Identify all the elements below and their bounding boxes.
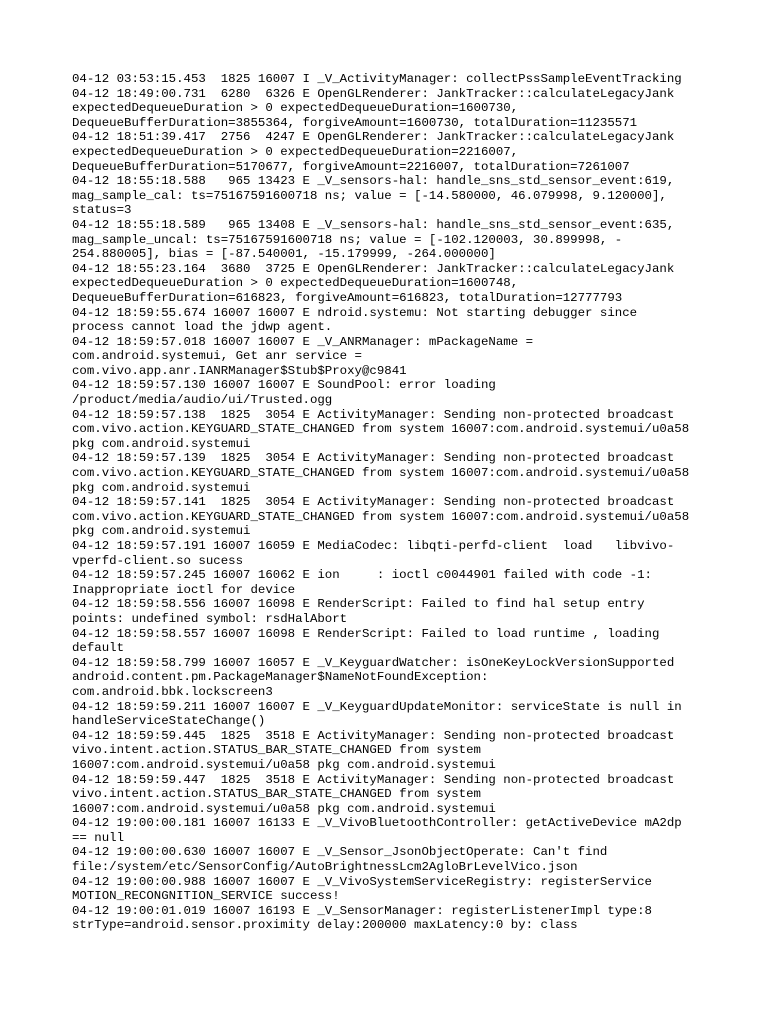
log-line: 04-12 18:59:59.447 1825 3518 E ActivityManager: Sending non-protected broadcast bbox=[72, 772, 675, 787]
log-line: DequeueBufferDuration=3855364, forgiveAmount=1600730, totalDuration=11235571 bbox=[72, 115, 638, 130]
log-line: mag_sample_cal: ts=75167591600718 ns; value = [-14.580000, 46.079998, 9.120000], bbox=[72, 188, 667, 203]
log-line: status=3 bbox=[72, 203, 132, 218]
log-line: 04-12 18:59:58.556 16007 16098 E RenderScript: Failed to find hal setup entry bbox=[72, 597, 645, 612]
log-line: Inappropriate ioctl for device bbox=[72, 582, 296, 597]
log-line: 04-12 18:59:57.130 16007 16007 E SoundPool: error loading bbox=[72, 378, 496, 393]
log-line: 04-12 19:00:00.988 16007 16007 E _V_VivoSystemServiceRegistry: registerService bbox=[72, 874, 652, 889]
log-line: 04-12 18:59:59.445 1825 3518 E ActivityManager: Sending non-protected broadcast bbox=[72, 728, 675, 743]
log-line: 04-12 18:55:18.588 965 13423 E _V_sensors-hal: handle_sns_std_sensor_event:619, bbox=[72, 174, 675, 189]
log-line: 04-12 18:59:57.018 16007 16007 E _V_ANRManager: mPackageName = bbox=[72, 334, 534, 349]
log-line: 04-12 19:00:00.630 16007 16007 E _V_Sensor_JsonObjectOperate: Can't find bbox=[72, 845, 608, 860]
log-line: 16007:com.android.systemui/u0a58 pkg com.android.systemui bbox=[72, 757, 496, 772]
log-line: com.android.bbk.lockscreen3 bbox=[72, 684, 273, 699]
log-line: handleServiceStateChange() bbox=[72, 714, 266, 729]
log-line: vivo.intent.action.STATUS_BAR_STATE_CHANGED from system bbox=[72, 787, 481, 802]
log-line: DequeueBufferDuration=5170677, forgiveAmount=2216007, totalDuration=7261007 bbox=[72, 159, 630, 174]
log-line: 04-12 18:51:39.417 2756 4247 E OpenGLRenderer: JankTracker::calculateLegacyJank bbox=[72, 130, 675, 145]
log-line: 16007:com.android.systemui/u0a58 pkg com.android.systemui bbox=[72, 801, 496, 816]
log-line: 04-12 18:59:57.139 1825 3054 E ActivityManager: Sending non-protected broadcast bbox=[72, 451, 675, 466]
log-line: 04-12 18:55:23.164 3680 3725 E OpenGLRenderer: JankTracker::calculateLegacyJank bbox=[72, 261, 675, 276]
log-line: 254.880005], bias = [-87.540001, -15.179999, -264.000000] bbox=[72, 247, 496, 262]
log-line: 04-12 18:59:58.799 16007 16057 E _V_KeyguardWatcher: isOneKeyLockVersionSupported bbox=[72, 655, 675, 670]
log-line: points: undefined symbol: rsdHalAbort bbox=[72, 611, 348, 626]
log-line: com.vivo.action.KEYGUARD_STATE_CHANGED from system 16007:com.android.systemui/u0a58 bbox=[72, 422, 690, 437]
log-line: strType=android.sensor.proximity delay:200000 maxLatency:0 by: class bbox=[72, 918, 578, 933]
log-line: MOTION_RECONGNITION_SERVICE success! bbox=[72, 889, 340, 904]
log-line: 04-12 18:59:57.191 16007 16059 E MediaCodec: libqti-perfd-client load libvivo- bbox=[72, 539, 675, 553]
log-line: com.vivo.app.anr.IANRManager$Stub$Proxy@c9841 bbox=[72, 363, 407, 378]
log-line: com.vivo.action.KEYGUARD_STATE_CHANGED from system 16007:com.android.systemui/u0a58 bbox=[72, 509, 690, 524]
log-line: 04-12 18:59:58.557 16007 16098 E RenderScript: Failed to load runtime , loading bbox=[72, 626, 660, 641]
log-line: vivo.intent.action.STATUS_BAR_STATE_CHANGED from system bbox=[72, 743, 481, 758]
log-line: file:/system/etc/SensorConfig/AutoBrightnessLcm2AgloBrLevelVico.json bbox=[72, 860, 578, 875]
log-line: 04-12 19:00:00.181 16007 16133 E _V_VivoBluetoothController: getActiveDevice mA2dp bbox=[72, 816, 682, 831]
log-line: default bbox=[72, 641, 125, 656]
log-line: 04-12 18:49:00.731 6280 6326 E OpenGLRenderer: JankTracker::calculateLegacyJank bbox=[72, 86, 675, 101]
log-line: == null bbox=[72, 830, 125, 845]
log-line: pkg com.android.systemui bbox=[72, 480, 251, 495]
log-line: vperfd-client.so sucess bbox=[72, 553, 244, 568]
log-line: expectedDequeueDuration > 0 expectedDequeueDuration=1600730, bbox=[72, 101, 519, 116]
log-line: mag_sample_uncal: ts=75167591600718 ns; value = [-102.120003, 30.899998, - bbox=[72, 232, 623, 247]
log-line: 04-12 03:53:15.453 1825 16007 I _V_ActivityManager: collectPssSampleEventTracking bbox=[72, 72, 682, 86]
log-line: com.vivo.action.KEYGUARD_STATE_CHANGED from system 16007:com.android.systemui/u0a58 bbox=[72, 466, 690, 481]
log-text-block bbox=[72, 72, 702, 933]
log-line: process cannot load the jdwp agent. bbox=[72, 320, 333, 335]
log-line: pkg com.android.systemui bbox=[72, 436, 251, 451]
log-line: com.android.systemui, Get anr service = bbox=[72, 349, 362, 364]
log-line: 04-12 18:59:55.674 16007 16007 E ndroid.systemu: Not starting debugger since bbox=[72, 305, 638, 320]
log-line: pkg com.android.systemui bbox=[72, 524, 251, 539]
log-line: /product/media/audio/ui/Trusted.ogg bbox=[72, 393, 333, 408]
log-line: android.content.pm.PackageManager$NameNotFoundException: bbox=[72, 670, 489, 685]
log-line: 04-12 18:55:18.589 965 13408 E _V_sensors-hal: handle_sns_std_sensor_event:635, bbox=[72, 217, 675, 232]
log-line: 04-12 18:59:57.141 1825 3054 E ActivityManager: Sending non-protected broadcast bbox=[72, 495, 675, 510]
log-line: 04-12 18:59:59.211 16007 16007 E _V_KeyguardUpdateMonitor: serviceState is null in bbox=[72, 699, 682, 714]
log-line: expectedDequeueDuration > 0 expectedDequeueDuration=1600748, bbox=[72, 276, 519, 291]
log-line: 04-12 18:59:57.245 16007 16062 E ion : ioctl c0044901 failed with code -1: bbox=[72, 568, 652, 583]
log-line: 04-12 19:00:01.019 16007 16193 E _V_SensorManager: registerListenerImpl type:8 bbox=[72, 903, 652, 918]
log-line: DequeueBufferDuration=616823, forgiveAmount=616823, totalDuration=12777793 bbox=[72, 290, 623, 305]
log-line: expectedDequeueDuration > 0 expectedDequeueDuration=2216007, bbox=[72, 144, 519, 159]
log-line: 04-12 18:59:57.138 1825 3054 E ActivityManager: Sending non-protected broadcast bbox=[72, 407, 675, 422]
